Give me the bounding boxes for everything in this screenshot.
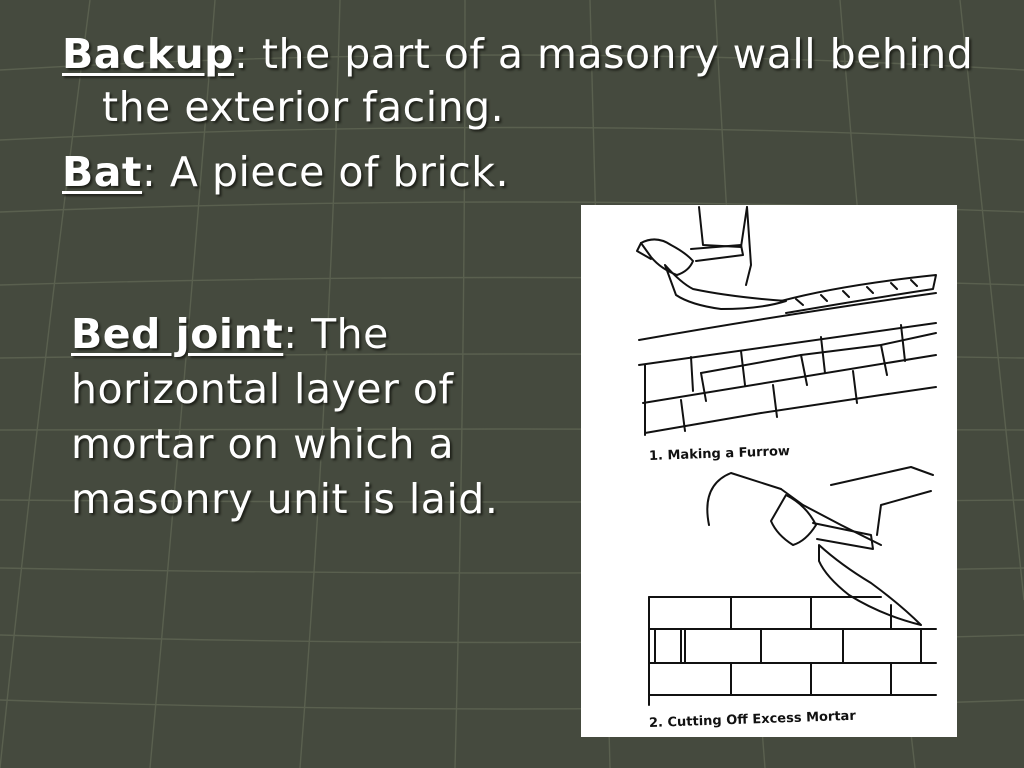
term-backup: Backup [62,30,235,78]
term-bed-joint: Bed joint [71,310,284,358]
definition-bat-text: : A piece of brick. [142,148,510,196]
definition-backup-text: : the part of a masonry wall behind the exterior facing. [102,30,974,131]
definition-backup [62,28,1022,134]
figure-caption-1: 1. Making a Furrow [648,444,791,464]
definition-bat [62,146,762,199]
masonry-illustration-drawing [581,205,957,737]
term-bat: Bat [62,148,143,196]
masonry-illustration [581,205,957,737]
definition-bed-joint-text: : The horizontal layer of mortar on which a masonry unit is laid. [71,310,499,523]
figure-caption-2: 2. Cutting Off Excess Mortar [648,708,856,731]
definition-bed-joint [71,307,541,527]
